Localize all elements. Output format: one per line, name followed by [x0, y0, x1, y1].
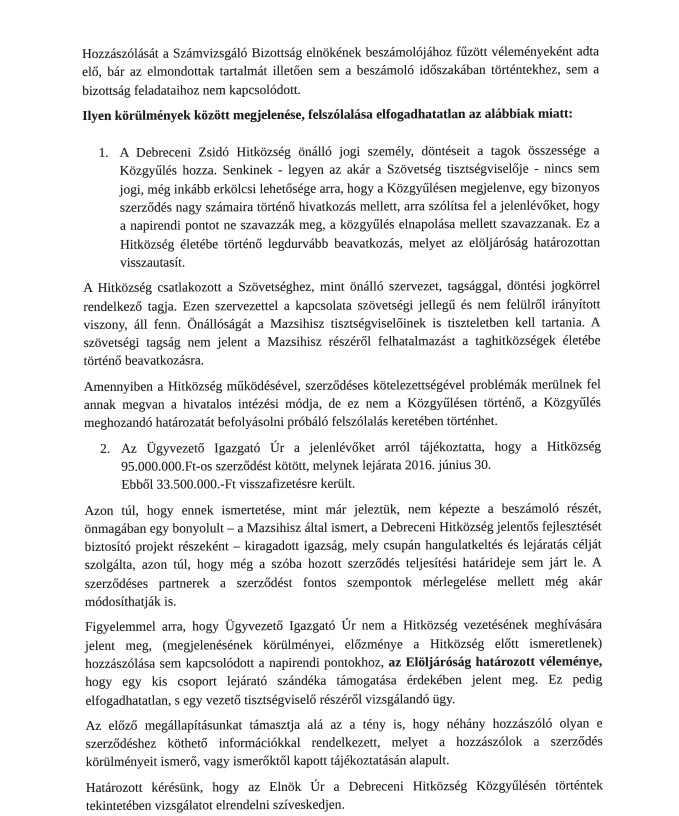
text-run: Amennyiben a Hitközség működésével, szerződéses kötelezettségével problémák merülnek fel annak megvan a hivatalos intézési módja, de ez nem a Közgyűlésen történő, a Közgyűlés meghozandó határozatát befolyásolni próbáló felszólalás keretében történhet. — [83, 376, 601, 431]
text-run: A Hitközség csatlakozott a Szövetséghez, mint önálló szervezet, tagsággal, döntési jogkörrel rendelkező tagja. Ezen szervezettel a kapcsolata szövetségi jellegű és nem felülről irányított viszony, áll fenn. Önállóságát a Mazsihisz tisztségviselőinek is tiszteletben kell tartania. A szövetségi tagság nem jelent a Mazsihisz részéről felhatalmazást a taghitközségek életébe történő beavatkozásra. — [83, 277, 601, 369]
paragraph — [83, 277, 600, 371]
document-body — [82, 42, 603, 816]
text-run: Azon túl, hogy ennek ismertetése, mint már jeleztük, nem képezte a beszámoló részét, önmagában egy bonyolult – a Mazsihisz által ismert, a Debreceni Hitközség jelentős fejlesztését biztosító projekt részeként – kiragadott igazság, mely csupán hangulatkeltés és lejáratás célját szolgálta, azon túl, hogy még a szóba hozott szerződés teljesítési határideje sem járt le. A szerződéses partnerek a szerződést fontos szempontok mérlegelése mellett még akár módosíthatják is. — [84, 499, 602, 610]
text-run: Határozott kérésünk, hogy az Elnök Úr a Debreceni Hitközség Közgyűlésén történtek tekintetében vizsgálatot elrendelni szíveskedjen. — [85, 776, 603, 813]
text-run: hogy egy kis csoport lejárató szándéka támogatása érdekében jelent meg. Ez pedig elfogadhatatlan, s egy vezető tisztségviselő részéről vizsgálandó ügy. — [85, 671, 603, 708]
section-heading — [82, 104, 599, 125]
text-content — [121, 438, 601, 492]
paragraph — [82, 42, 599, 100]
paragraph — [86, 776, 603, 815]
text-content — [85, 617, 602, 708]
list-marker: 2. — [100, 440, 111, 456]
bold-text-run: az Elöljáróság határozott véleménye, — [388, 653, 603, 670]
text-run: Az előző megállapításunkat támasztja alá az a tény is, hogy néhány hozzászóló olyan e szerződéshez köthető információkkal rendelkezett, melyet a hozzászólok a szerződés körülményeit ismerő, vagy ismerőktől kapott tájékoztatásán alapult. — [85, 715, 603, 770]
text-content — [120, 142, 601, 269]
paragraph — [84, 375, 601, 433]
text-content — [86, 777, 603, 813]
paragraph — [84, 499, 602, 611]
text-content — [82, 43, 599, 97]
text-content — [83, 278, 600, 369]
text-run: Ebből 33.500.000.-Ft visszafizetésre került. — [121, 475, 356, 493]
paragraph — [85, 616, 602, 710]
text-run: Az Ügyvezető Igazgató Úr a jelenlévőket arról tájékoztatta, hogy a Hitközség 95.000.000.Ft-os szerződést kötött, melynek lejárata 2016. június 30. — [121, 437, 602, 474]
text-content — [86, 715, 603, 769]
list-item — [84, 437, 601, 495]
text-run: Hozzászólását a Számvizsgáló Bizottság elnökének beszámolójához fűzött véleményeként adta elő, bár az elmondottak tartalmát illetően sem a beszámoló időszakában történtekhez, sem a bizottság feladataihoz nem kapcsolódott. — [82, 43, 600, 98]
list-item — [83, 141, 601, 272]
text-content — [84, 500, 601, 609]
text-run: Figyelemmel arra, hogy Ügyvezető Igazgató Úr nem a Hitközség vezetésének meghívására jelent meg, (megjelenésének körülményei, előzménye a Hitközség előtt ismeretlenek) hozzászólása sem kapcsolódott a napirendi pontokhoz, — [85, 616, 603, 671]
text-content — [82, 105, 573, 123]
text-content — [84, 376, 601, 430]
bold-text-run: Ilyen körülmények között megjelenése, felszólalása elfogadhatatlan az alábbiak miatt: — [82, 105, 573, 123]
text-run: A Debreceni Zsidó Hitközség önálló jogi személy, döntéseit a tagok összessége a Közgyűlés hozza. Senkinek - legyen az akár a Szövetség tisztségviselője - nincs sem jogi, még inkább erkölcsi lehetősége arra, hogy a Közgyűlésen megjelenve, egy bizonyos szerződés nagy számaira történő hivatkozás mellett, arra szólítsa fel a jelenlévőket, hogy a napirendi pontot ne szavazzák meg, a közgyűlés elnapolása mellett szavazzanak. Ez a Hitközség életébe történő legdurvább beavatkozás, melyet az elöljáróság határozottan visszautasít. — [119, 142, 601, 270]
list-marker: 1. — [98, 145, 109, 161]
paragraph — [86, 714, 603, 772]
